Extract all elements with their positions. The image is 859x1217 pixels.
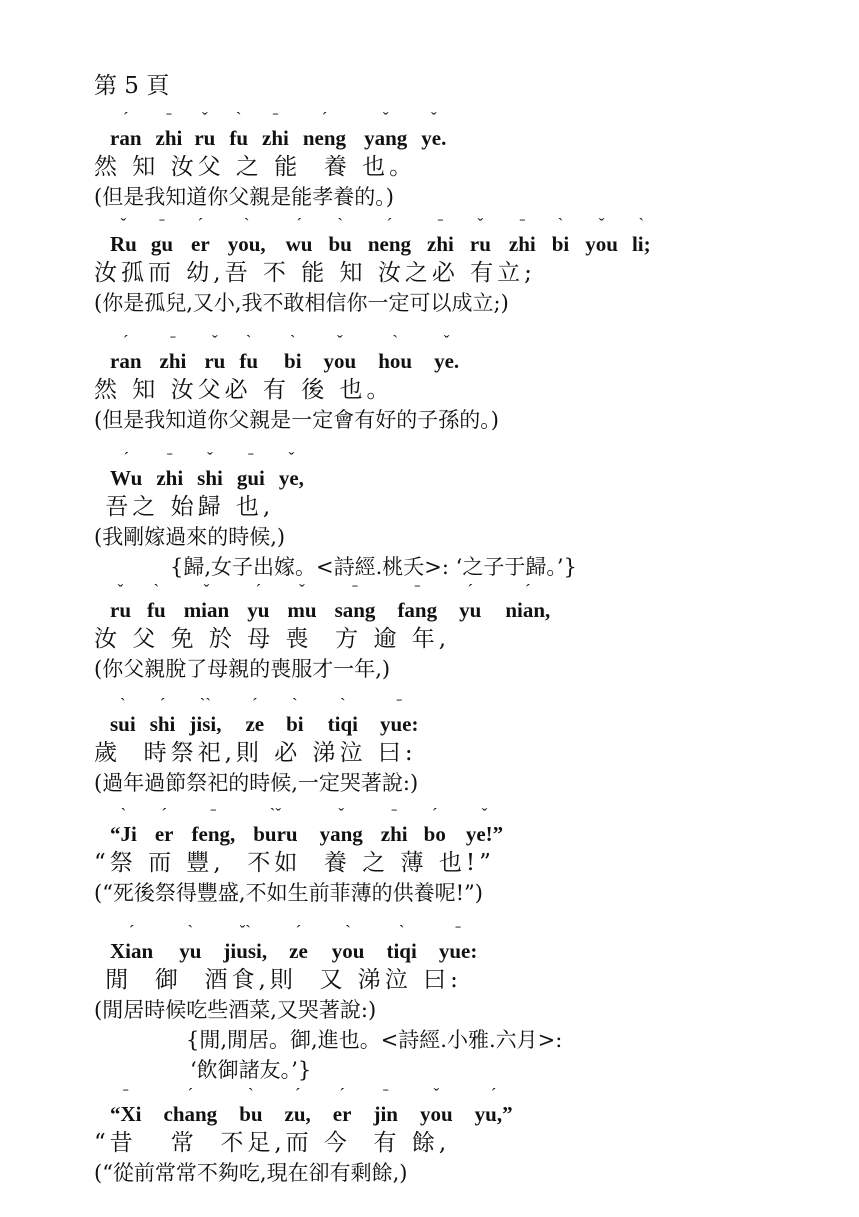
pinyin-text: bo bbox=[423, 822, 446, 846]
pinyin-syllable bbox=[465, 805, 504, 847]
tone-mark: ˉ bbox=[122, 1085, 129, 1104]
tone-mark: ˇ bbox=[382, 109, 389, 128]
pinyin-line bbox=[94, 805, 834, 848]
tone-mark: ˋ bbox=[245, 332, 252, 351]
tone-mark: ˊ bbox=[524, 581, 531, 600]
pinyin-text: fang bbox=[397, 598, 438, 622]
pinyin-text: ze bbox=[245, 712, 265, 736]
pinyin-line bbox=[94, 1085, 834, 1128]
tone-mark: ˊ bbox=[128, 922, 135, 941]
tone-mark: ˇˋ bbox=[239, 922, 251, 941]
pinyin-syllable bbox=[319, 805, 363, 847]
pinyin-syllable bbox=[551, 215, 570, 257]
pinyin-syllable bbox=[110, 922, 154, 964]
pinyin-syllable bbox=[262, 109, 289, 151]
pinyin-text: zhi bbox=[262, 126, 289, 150]
pinyin-syllable bbox=[189, 695, 222, 737]
tone-mark: ˋˇ bbox=[269, 805, 282, 824]
pinyin-syllable bbox=[197, 449, 223, 491]
pinyin-text: ye!” bbox=[465, 822, 504, 846]
pinyin-text: yu,” bbox=[474, 1102, 513, 1126]
pinyin-text: you, bbox=[227, 232, 266, 256]
pinyin-syllable bbox=[434, 332, 460, 374]
translation-line: (“死後祭得豐盛,不如生前菲薄的供養呢!”) bbox=[94, 881, 483, 905]
pinyin-text: mu bbox=[287, 598, 317, 622]
pinyin-text: er bbox=[332, 1102, 352, 1126]
chinese-line: 汝 父 免 於 母 喪 方 逾 年, bbox=[94, 626, 451, 652]
verse-section bbox=[94, 922, 834, 1085]
chinese-line: 汝孤而 幼,吾 不 能 知 汝之必 有立; bbox=[94, 260, 536, 286]
tone-mark: ˊ bbox=[197, 215, 204, 234]
translation-line: (但是我知道你父親是一定會有好的子孫的。) bbox=[94, 408, 499, 432]
pinyin-syllable bbox=[397, 581, 438, 623]
pinyin-syllable bbox=[508, 215, 536, 257]
tone-mark: ˊ bbox=[255, 581, 262, 600]
tone-mark: ˊ bbox=[295, 922, 302, 941]
tone-mark: ˇ bbox=[299, 581, 305, 600]
pinyin-syllable bbox=[334, 581, 376, 623]
pinyin-syllable bbox=[163, 1085, 218, 1127]
tone-mark: ˋ bbox=[153, 581, 160, 600]
pinyin-syllable bbox=[204, 332, 226, 374]
pinyin-text: you bbox=[585, 232, 618, 256]
pinyin-text: neng bbox=[302, 126, 347, 150]
pinyin-syllable bbox=[110, 805, 137, 847]
tone-mark: ˊ bbox=[251, 695, 258, 714]
tone-mark: ˇ bbox=[481, 805, 488, 824]
pinyin-syllable bbox=[419, 1085, 453, 1127]
pinyin-syllable bbox=[287, 581, 317, 623]
pinyin-text: mian bbox=[183, 598, 230, 622]
tone-mark: ˋ bbox=[557, 215, 564, 234]
tone-mark: ˉ bbox=[391, 805, 398, 824]
pinyin-text: shi bbox=[149, 712, 176, 736]
pinyin-syllable bbox=[155, 109, 183, 151]
pinyin-syllable bbox=[253, 805, 298, 847]
tone-mark: ˉ bbox=[455, 922, 461, 941]
pinyin-syllable bbox=[459, 581, 482, 623]
pinyin-text: hou bbox=[378, 349, 413, 373]
pinyin-text: “Ji bbox=[110, 822, 137, 846]
pinyin-syllable bbox=[469, 215, 491, 257]
pinyin-syllable bbox=[386, 922, 417, 964]
tone-mark: ˊ bbox=[122, 332, 129, 351]
tone-mark: ˇ bbox=[598, 215, 605, 234]
pinyin-line bbox=[94, 922, 834, 965]
pinyin-line bbox=[94, 695, 834, 738]
pinyin-text: er bbox=[154, 822, 174, 846]
pinyin-syllable bbox=[380, 805, 408, 847]
pinyin-syllable bbox=[323, 332, 357, 374]
tone-mark: ˊ bbox=[431, 805, 438, 824]
pinyin-syllable bbox=[286, 695, 304, 737]
tone-mark: ˉ bbox=[519, 215, 526, 234]
pinyin-syllable bbox=[229, 109, 249, 151]
pinyin-text: bi bbox=[286, 712, 304, 736]
annotation-line: {閒,閒居。御,進也。<詩經.小雅.六月>: bbox=[186, 1028, 563, 1052]
pinyin-text: zhi bbox=[156, 466, 184, 490]
pinyin-syllable bbox=[284, 1085, 311, 1127]
pinyin-syllable bbox=[289, 922, 308, 964]
tone-mark: ˇ bbox=[212, 332, 218, 351]
tone-mark: ˊ bbox=[467, 581, 474, 600]
pinyin-text: tiqi bbox=[327, 712, 358, 736]
pinyin-syllable bbox=[110, 449, 143, 491]
pinyin-syllable bbox=[328, 215, 352, 257]
pinyin-text: zhi bbox=[159, 349, 187, 373]
pinyin-syllable bbox=[223, 922, 268, 964]
pinyin-syllable bbox=[239, 332, 259, 374]
tone-mark: ˇ bbox=[477, 215, 484, 234]
pinyin-syllable bbox=[110, 332, 142, 374]
tone-mark: ˊ bbox=[161, 805, 167, 824]
pinyin-text: yang bbox=[319, 822, 363, 846]
pinyin-syllable bbox=[505, 581, 551, 623]
pinyin-text: fu bbox=[147, 598, 166, 622]
tone-mark: ˋˋ bbox=[199, 695, 212, 714]
pinyin-syllable bbox=[149, 695, 176, 737]
pinyin-text: ru bbox=[194, 126, 216, 150]
pinyin-text: zhi bbox=[380, 822, 408, 846]
pinyin-syllable bbox=[110, 695, 136, 737]
pinyin-syllable bbox=[110, 109, 142, 151]
pinyin-text: ran bbox=[110, 126, 142, 150]
pinyin-text: ru bbox=[469, 232, 491, 256]
pinyin-syllable bbox=[110, 215, 137, 257]
tone-mark: ˇ bbox=[433, 1085, 440, 1104]
pinyin-text: ran bbox=[110, 349, 142, 373]
tone-mark: ˋ bbox=[345, 922, 351, 941]
pinyin-syllable bbox=[427, 215, 454, 257]
tone-mark: ˋ bbox=[638, 215, 645, 234]
pinyin-text: feng, bbox=[191, 822, 236, 846]
annotation-line: ‘飲御諸友。’} bbox=[190, 1058, 312, 1082]
tone-mark: ˋ bbox=[398, 922, 405, 941]
chinese-line: 歲 時祭祀,則 必 涕泣 曰: bbox=[94, 740, 417, 766]
pinyin-syllable bbox=[378, 332, 413, 374]
tone-mark: ˉ bbox=[437, 215, 444, 234]
pinyin-text: yu bbox=[459, 598, 482, 622]
tone-mark: ˉ bbox=[159, 215, 165, 234]
verse-section bbox=[94, 109, 834, 212]
pinyin-syllable bbox=[285, 215, 313, 257]
tone-mark: ˊ bbox=[123, 449, 129, 468]
tone-mark: ˋ bbox=[337, 215, 344, 234]
pinyin-text: ye, bbox=[278, 466, 304, 490]
tone-mark: ˉ bbox=[210, 805, 217, 824]
pinyin-syllable bbox=[110, 581, 131, 623]
pinyin-syllable bbox=[191, 215, 210, 257]
translation-line: (“從前常常不夠吃,現在卻有剩餘,) bbox=[94, 1161, 408, 1185]
pinyin-syllable bbox=[150, 215, 174, 257]
pinyin-text: buru bbox=[253, 822, 298, 846]
pinyin-text: ye. bbox=[421, 126, 447, 150]
pinyin-text: nian, bbox=[505, 598, 551, 622]
pinyin-text: fu bbox=[229, 126, 249, 150]
pinyin-text: sui bbox=[110, 712, 136, 736]
tone-mark: ˇ bbox=[443, 332, 450, 351]
pinyin-text: zhi bbox=[508, 232, 536, 256]
pinyin-line bbox=[94, 332, 834, 375]
pinyin-text: zhi bbox=[427, 232, 454, 256]
pinyin-text: ye. bbox=[434, 349, 460, 373]
pinyin-text: Ru bbox=[110, 232, 137, 256]
pinyin-text: ru bbox=[110, 598, 131, 622]
pinyin-syllable bbox=[239, 1085, 263, 1127]
pinyin-text: yue: bbox=[438, 939, 478, 963]
pinyin-line bbox=[94, 215, 834, 258]
pinyin-text: li; bbox=[631, 232, 651, 256]
tone-mark: ˋ bbox=[235, 109, 242, 128]
pinyin-syllable bbox=[194, 109, 216, 151]
pinyin-syllable bbox=[631, 215, 651, 257]
tone-mark: ˊ bbox=[296, 215, 302, 234]
pinyin-text: yu bbox=[247, 598, 270, 622]
pinyin-syllable bbox=[159, 332, 187, 374]
tone-mark: ˉ bbox=[396, 695, 403, 714]
pinyin-syllable bbox=[367, 215, 412, 257]
tone-mark: ˊ bbox=[159, 695, 166, 714]
chinese-line: “祭 而 豐, 不如 養 之 薄 也!” bbox=[94, 850, 495, 876]
pinyin-text: “Xi bbox=[110, 1102, 142, 1126]
translation-line: (你是孤兒,又小,我不敢相信你一定可以成立;) bbox=[94, 291, 509, 315]
tone-mark: ˊ bbox=[386, 215, 393, 234]
tone-mark: ˉ bbox=[272, 109, 279, 128]
tone-mark: ˋ bbox=[392, 332, 398, 351]
tone-mark: ˋ bbox=[187, 922, 194, 941]
tone-mark: ˉ bbox=[382, 1085, 389, 1104]
translation-line: (閒居時候吃些酒菜,又哭著說:) bbox=[94, 998, 377, 1022]
pinyin-text: bi bbox=[551, 232, 570, 256]
tone-mark: ˊ bbox=[339, 1085, 345, 1104]
tone-mark: ˇ bbox=[202, 109, 208, 128]
pinyin-text: wu bbox=[285, 232, 313, 256]
chinese-line: 閒 御 酒食,則 又 涕泣 曰: bbox=[94, 967, 462, 993]
pinyin-text: er bbox=[191, 232, 210, 256]
pinyin-text: yang bbox=[364, 126, 408, 150]
tone-mark: ˉ bbox=[352, 581, 358, 600]
translation-line: (我剛嫁過來的時候,) bbox=[94, 525, 286, 549]
pinyin-text: ru bbox=[204, 349, 226, 373]
pinyin-syllable bbox=[147, 581, 166, 623]
pinyin-syllable bbox=[179, 922, 202, 964]
tone-mark: ˇ bbox=[203, 581, 210, 600]
pinyin-syllable bbox=[247, 581, 270, 623]
pinyin-line bbox=[94, 449, 834, 492]
pinyin-syllable bbox=[302, 109, 347, 151]
tone-mark: ˋ bbox=[339, 695, 346, 714]
tone-mark: ˊ bbox=[321, 109, 328, 128]
pinyin-text: Wu bbox=[110, 466, 143, 490]
pinyin-text: jin bbox=[373, 1102, 398, 1126]
pinyin-text: neng bbox=[367, 232, 412, 256]
tone-mark: ˉ bbox=[166, 109, 172, 128]
chinese-line: 吾之 始歸 也, bbox=[94, 494, 275, 520]
pinyin-text: chang bbox=[163, 1102, 218, 1126]
pinyin-syllable bbox=[332, 1085, 352, 1127]
pinyin-line bbox=[94, 581, 834, 624]
pinyin-syllable bbox=[110, 1085, 142, 1127]
verse-section bbox=[94, 215, 834, 318]
verse-section bbox=[94, 805, 834, 908]
pinyin-text: yu bbox=[179, 939, 202, 963]
pinyin-text: gu bbox=[150, 232, 174, 256]
pinyin-syllable bbox=[284, 332, 302, 374]
pinyin-syllable bbox=[474, 1085, 513, 1127]
page-number: 第 5 頁 bbox=[94, 73, 170, 99]
tone-mark: ˋ bbox=[292, 695, 298, 714]
pinyin-syllable bbox=[379, 695, 419, 737]
tone-mark: ˉ bbox=[414, 581, 421, 600]
tone-mark: ˋ bbox=[289, 332, 296, 351]
pinyin-syllable bbox=[327, 695, 358, 737]
tone-mark: ˉ bbox=[248, 449, 254, 468]
pinyin-text: fu bbox=[239, 349, 259, 373]
pinyin-syllable bbox=[183, 581, 230, 623]
verse-section bbox=[94, 1085, 834, 1188]
tone-mark: ˉ bbox=[170, 332, 176, 351]
pinyin-text: gui bbox=[236, 466, 265, 490]
tone-mark: ˊ bbox=[490, 1085, 497, 1104]
chinese-line: 然 知 汝父必 有 後 也。 bbox=[94, 377, 394, 403]
chinese-line: 然 知 汝父 之 能 養 也。 bbox=[94, 154, 417, 180]
pinyin-text: zu, bbox=[284, 1102, 311, 1126]
pinyin-text: you bbox=[419, 1102, 453, 1126]
pinyin-text: sang bbox=[334, 598, 376, 622]
verse-section bbox=[94, 581, 834, 684]
tone-mark: ˋ bbox=[120, 695, 126, 714]
pinyin-text: tiqi bbox=[386, 939, 417, 963]
pinyin-syllable bbox=[364, 109, 408, 151]
tone-mark: ˊ bbox=[294, 1085, 301, 1104]
tone-mark: ˇ bbox=[288, 449, 295, 468]
pinyin-syllable bbox=[245, 695, 265, 737]
tone-mark: ˇ bbox=[120, 215, 127, 234]
pinyin-syllable bbox=[227, 215, 266, 257]
tone-mark: ˋ bbox=[248, 1085, 254, 1104]
tone-mark: ˇ bbox=[338, 805, 345, 824]
verse-section bbox=[94, 332, 834, 435]
tone-mark: ˇ bbox=[430, 109, 437, 128]
chinese-line: “昔 常 不足,而 今 有 餘, bbox=[94, 1130, 451, 1156]
tone-mark: ˋ bbox=[243, 215, 250, 234]
pinyin-syllable bbox=[191, 805, 236, 847]
tone-mark: ˇ bbox=[117, 581, 124, 600]
pinyin-text: shi bbox=[197, 466, 223, 490]
pinyin-syllable bbox=[156, 449, 184, 491]
pinyin-text: jisi, bbox=[189, 712, 222, 736]
pinyin-text: Xian bbox=[110, 939, 154, 963]
tone-mark: ˉ bbox=[166, 449, 173, 468]
pinyin-text: you bbox=[331, 939, 365, 963]
translation-line: (你父親脫了母親的喪服才一年,) bbox=[94, 657, 391, 681]
translation-line: (過年過節祭祀的時候,一定哭著說:) bbox=[94, 771, 419, 795]
pinyin-syllable bbox=[585, 215, 618, 257]
tone-mark: ˇ bbox=[337, 332, 343, 351]
tone-mark: ˊ bbox=[122, 109, 129, 128]
pinyin-text: you bbox=[323, 349, 357, 373]
tone-mark: ˋ bbox=[120, 805, 127, 824]
pinyin-text: bi bbox=[284, 349, 302, 373]
pinyin-syllable bbox=[373, 1085, 398, 1127]
translation-line: (但是我知道你父親是能孝養的。) bbox=[94, 185, 394, 209]
pinyin-syllable bbox=[278, 449, 304, 491]
annotation-line: {歸,女子出嫁。<詩經.桃夭>: ‘之子于歸。’} bbox=[170, 555, 577, 579]
pinyin-text: jiusi, bbox=[223, 939, 268, 963]
pinyin-text: bu bbox=[328, 232, 352, 256]
pinyin-syllable bbox=[438, 922, 478, 964]
pinyin-line bbox=[94, 109, 834, 152]
pinyin-syllable bbox=[154, 805, 174, 847]
pinyin-text: zhi bbox=[155, 126, 183, 150]
pinyin-text: yue: bbox=[379, 712, 419, 736]
pinyin-syllable bbox=[423, 805, 446, 847]
tone-mark: ˇ bbox=[207, 449, 213, 468]
tone-mark: ˊ bbox=[187, 1085, 194, 1104]
pinyin-text: ze bbox=[289, 939, 308, 963]
pinyin-text: bu bbox=[239, 1102, 263, 1126]
verse-section bbox=[94, 449, 834, 582]
pinyin-syllable bbox=[331, 922, 365, 964]
pinyin-syllable bbox=[236, 449, 265, 491]
verse-section bbox=[94, 695, 834, 798]
pinyin-syllable bbox=[421, 109, 447, 151]
